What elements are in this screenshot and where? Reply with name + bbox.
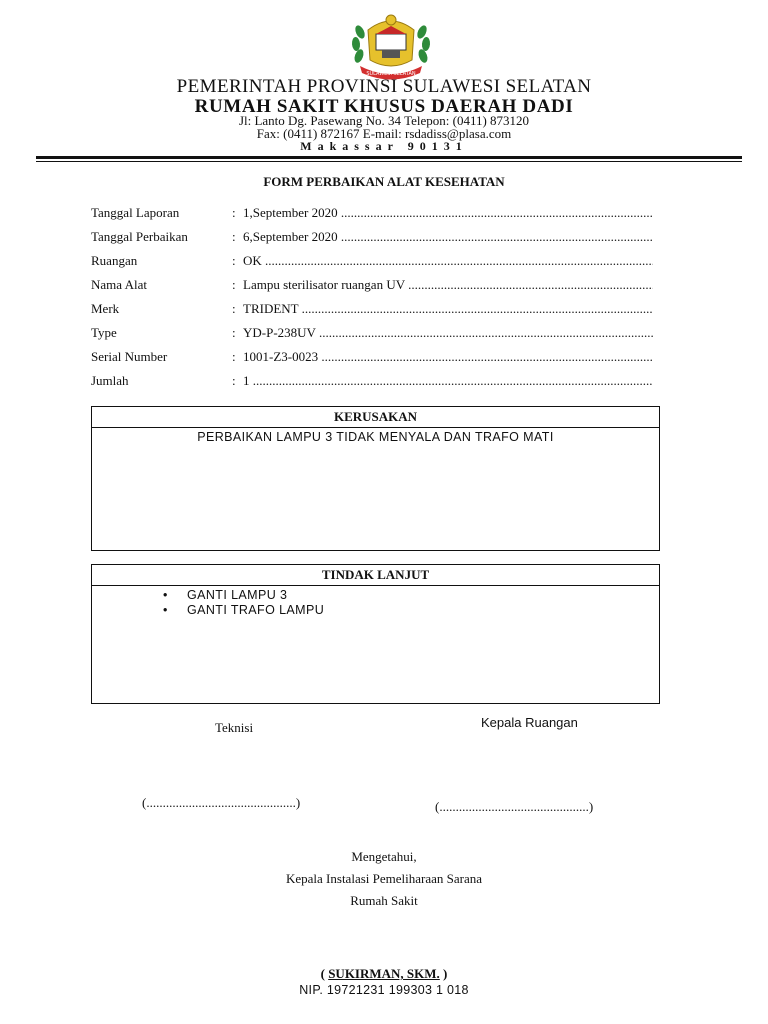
kerusakan-box	[91, 406, 660, 551]
field-value: 1001-Z3-0023 .....	[243, 349, 653, 365]
field-row	[91, 205, 655, 225]
header-divider-thin	[36, 161, 742, 162]
kepala-ruangan-signature-blank: (..............................................)	[435, 799, 594, 814]
field-colon: :	[232, 373, 236, 388]
field-label: Merk	[91, 301, 120, 316]
field-value: Lampu sterilisator ruangan UV .....	[243, 277, 653, 293]
tindak-lanjut-box	[91, 564, 660, 704]
field-row	[91, 277, 655, 297]
hospital-contact: Fax: (0411) 872167 E-mail: rsdadiss@plasa.com	[256, 126, 512, 141]
hospital-name: RUMAH SAKIT KHUSUS DAERAH DADI	[194, 96, 574, 117]
hospital-city: Makassar 90131	[300, 139, 468, 153]
field-row	[91, 373, 655, 393]
logo-caption: SULAWESI SELATAN	[366, 71, 416, 77]
field-row	[91, 301, 655, 321]
field-row	[91, 325, 655, 345]
field-label: Type	[91, 325, 117, 340]
field-row	[91, 229, 655, 249]
field-label: Serial Number	[91, 349, 168, 364]
hospital-address: Jl: Lanto Dg. Pasewang No. 34 Telepon: (0411) 873120	[238, 113, 530, 128]
field-value: 1,September 2020 .....	[243, 205, 653, 221]
teknisi-signature-blank: (..............................................)	[142, 795, 301, 810]
kerusakan-text: PERBAIKAN LAMPU 3 TIDAK MENYALA DAN TRAFO MATI	[197, 430, 554, 444]
bullet-icon: •	[163, 603, 168, 617]
header-divider-thick	[36, 156, 742, 159]
field-label: Jumlah	[91, 373, 129, 388]
field-label: Tanggal Laporan	[91, 205, 180, 220]
kepala-instalasi-label: Kepala Instalasi Pemeliharaan Sarana	[286, 871, 482, 886]
rumah-sakit-label: Rumah Sakit	[350, 893, 418, 908]
field-label: Ruangan	[91, 253, 138, 268]
field-value: TRIDENT .....	[243, 301, 653, 317]
kerusakan-heading: KERUSAKAN	[92, 407, 659, 428]
provincial-emblem-logo	[346, 10, 436, 80]
field-value: 1 .....	[243, 373, 653, 389]
bullet-icon: •	[163, 588, 168, 602]
list-item	[92, 588, 659, 603]
form-title: FORM PERBAIKAN ALAT KESEHATAN	[263, 174, 505, 189]
field-value: OK .....	[243, 253, 653, 269]
field-colon: :	[232, 349, 236, 364]
field-colon: :	[232, 301, 236, 316]
field-row	[91, 253, 655, 273]
tindak-lanjut-heading: TINDAK LANJUT	[92, 565, 659, 586]
field-colon: :	[232, 229, 236, 244]
mengetahui-label: Mengetahui,	[351, 849, 417, 864]
field-value: YD-P-238UV .....	[243, 325, 653, 341]
signatory-nip: NIP. 19721231 199303 1 018	[299, 983, 469, 997]
field-label: Nama Alat	[91, 277, 147, 292]
field-label: Tanggal Perbaikan	[91, 229, 188, 244]
field-colon: :	[232, 253, 236, 268]
field-colon: :	[232, 205, 236, 220]
kepala-ruangan-label: Kepala Ruangan	[481, 715, 578, 730]
field-row	[91, 349, 655, 369]
list-item-text: GANTI LAMPU 3	[187, 588, 288, 602]
field-value: 6,September 2020 .....	[243, 229, 653, 245]
signatory-name-line: ( SUKIRMAN, SKM. )	[320, 966, 448, 981]
signatory-name: SUKIRMAN, SKM.	[328, 966, 440, 981]
list-item	[92, 603, 659, 618]
list-item-text: GANTI TRAFO LAMPU	[187, 603, 325, 617]
field-colon: :	[232, 277, 236, 292]
government-name: PEMERINTAH PROVINSI SULAWESI SELATAN	[176, 76, 592, 97]
teknisi-label: Teknisi	[215, 720, 254, 735]
field-colon: :	[232, 325, 236, 340]
